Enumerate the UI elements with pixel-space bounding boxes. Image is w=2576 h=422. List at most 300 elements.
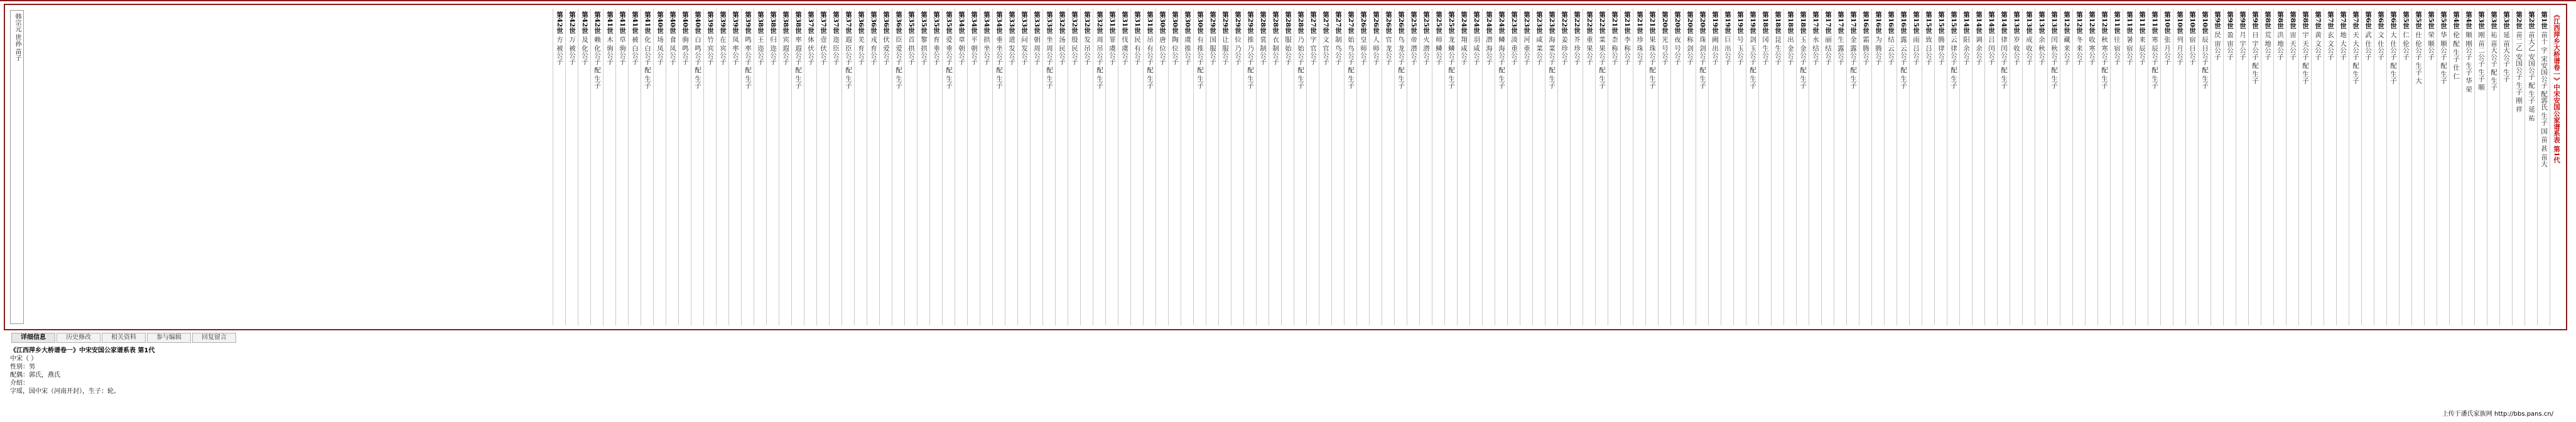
genealogy-entry[interactable]: [1080, 9, 1093, 325]
genealogy-entry[interactable]: [2236, 9, 2248, 325]
genealogy-entry[interactable]: [2248, 9, 2261, 325]
genealogy-entry[interactable]: [1068, 9, 1080, 325]
entry-generation: 第19世: [1749, 11, 1756, 36]
genealogy-entry[interactable]: [754, 9, 766, 325]
entry-text: 平 朝公子: [970, 36, 978, 65]
genealogy-entry[interactable]: [1959, 9, 1972, 325]
genealogy-entry[interactable]: [1419, 9, 1432, 325]
entry-generation: 第31世: [1108, 11, 1116, 36]
genealogy-entry[interactable]: [2035, 9, 2047, 325]
genealogy-entry[interactable]: [1306, 9, 1319, 325]
genealogy-entry[interactable]: [2512, 9, 2525, 325]
tab-edit[interactable]: 参与编辑: [147, 333, 191, 343]
genealogy-entry[interactable]: [1884, 9, 1897, 325]
genealogy-entry[interactable]: [1809, 9, 1821, 325]
entry-text: 皇 师公子: [1360, 36, 1367, 65]
genealogy-entry[interactable]: [703, 9, 716, 325]
genealogy-entry[interactable]: [1532, 9, 1545, 325]
genealogy-entry[interactable]: [1356, 9, 1369, 325]
genealogy-entry[interactable]: [929, 9, 942, 325]
genealogy-entry[interactable]: [1344, 9, 1356, 325]
genealogy-entry[interactable]: [1658, 9, 1670, 325]
entry-text: 伏 爱公子: [882, 36, 890, 65]
entry-generation: 第20世: [1686, 11, 1694, 36]
entry-generation: 第19世: [1724, 11, 1731, 36]
genealogy-entry[interactable]: [766, 9, 779, 325]
genealogy-entry[interactable]: [2361, 9, 2374, 325]
entry-generation: 第17世: [1812, 11, 1819, 36]
entry-text: 咸 菜公子: [1535, 36, 1543, 65]
genealogy-entry[interactable]: [1093, 9, 1105, 325]
entry-generation: 第35世: [907, 11, 915, 36]
genealogy-entry[interactable]: [1733, 9, 1746, 325]
genealogy-entry[interactable]: [1758, 9, 1771, 325]
entry-generation: 第14世: [1988, 11, 1995, 36]
genealogy-entry[interactable]: [2298, 9, 2311, 325]
entry-text: 食 凤公子: [669, 36, 676, 65]
entry-text: 问 发公子: [1020, 36, 1028, 65]
genealogy-entry[interactable]: [2349, 9, 2361, 325]
entry-generation: 第7世: [2352, 11, 2359, 31]
entry-generation: 第39世: [719, 11, 727, 36]
genealogy-entry[interactable]: [2499, 9, 2512, 325]
entry-text: 李 称公子: [1623, 36, 1631, 65]
genealogy-entry[interactable]: [1846, 9, 1859, 325]
genealogy-entry[interactable]: [1407, 9, 1419, 325]
entry-generation: 第1世: [2540, 11, 2548, 31]
genealogy-entry[interactable]: [2424, 9, 2437, 325]
entry-generation: 第22世: [1561, 11, 1568, 36]
entry-generation: 第17世: [1837, 11, 1844, 36]
genealogy-entry[interactable]: [666, 9, 678, 325]
entry-text: 巨 出公子: [1724, 36, 1731, 65]
entry-generation: 第32世: [1071, 11, 1078, 36]
genealogy-entry[interactable]: [1256, 9, 1269, 325]
genealogy-entry[interactable]: [1708, 9, 1721, 325]
entry-generation: 第22世: [1573, 11, 1581, 36]
entry-text: 暑 宿公子: [2126, 36, 2133, 65]
entry-generation: 第27世: [1322, 11, 1329, 36]
entry-generation: 第3世: [2477, 11, 2485, 31]
entry-text: 万 被公子: [568, 36, 576, 65]
entry-text: 文 官公子: [1322, 36, 1329, 65]
entry-text: 金 露公子 配 生子: [1849, 36, 1857, 89]
genealogy-entry[interactable]: [2085, 9, 2097, 325]
entry-generation: 第19世: [1711, 11, 1719, 36]
entry-generation: 第3世: [2503, 11, 2510, 31]
entry-generation: 第10世: [2189, 11, 2196, 36]
entry-generation: 第21世: [1611, 11, 1618, 36]
genealogy-entry[interactable]: [2148, 9, 2160, 325]
genealogy-entry[interactable]: [2449, 9, 2462, 325]
genealogy-entry[interactable]: [653, 9, 666, 325]
entry-generation: 第42世: [568, 11, 576, 36]
entry-text: 柰 称公子: [1611, 36, 1618, 65]
genealogy-entry[interactable]: [2311, 9, 2324, 325]
genealogy-entry[interactable]: [1331, 9, 1344, 325]
genealogy-entry[interactable]: [2336, 9, 2349, 325]
genealogy-entry[interactable]: [2211, 9, 2223, 325]
entry-text: 裳 制公子: [1259, 36, 1267, 65]
entry-generation: 第35世: [933, 11, 940, 36]
entry-generation: 第36世: [857, 11, 865, 36]
genealogy-entry[interactable]: [980, 9, 992, 325]
frame-header-column: [2550, 9, 2562, 325]
entry-generation: 第5世: [2402, 11, 2410, 31]
entry-text: 秋 寒公子 配 生子: [2101, 36, 2108, 89]
entry-generation: 第29世: [1234, 11, 1242, 36]
entry-generation: 第15世: [1925, 11, 1932, 36]
entry-text: 武 仕公子: [2364, 31, 2372, 60]
entry-text: 荒 地公子: [2264, 31, 2271, 60]
genealogy-entry[interactable]: [1369, 9, 1382, 325]
genealogy-entry[interactable]: [1796, 9, 1809, 325]
genealogy-entry[interactable]: [741, 9, 754, 325]
genealogy-entry[interactable]: [1168, 9, 1181, 325]
genealogy-entry[interactable]: [678, 9, 691, 325]
genealogy-entry[interactable]: [779, 9, 791, 325]
genealogy-entry[interactable]: [1821, 9, 1834, 325]
genealogy-entry[interactable]: [1382, 9, 1394, 325]
entry-generation: 第2世: [2528, 11, 2535, 31]
entry-text: 霜 腾公子: [1862, 36, 1870, 65]
entry-text: 苗十 字 宋安国公子 配郭氏 生子 国 苗 甚 苗大: [2540, 31, 2548, 167]
genealogy-entry[interactable]: [1972, 9, 1984, 325]
entry-generation: 第10世: [2163, 11, 2171, 36]
genealogy-entry[interactable]: [1670, 9, 1683, 325]
genealogy-entry[interactable]: [967, 9, 980, 325]
entry-generation: 第28世: [1297, 11, 1304, 36]
genealogy-entry[interactable]: [2273, 9, 2286, 325]
genealogy-entry[interactable]: [2487, 9, 2499, 325]
genealogy-entry[interactable]: [1105, 9, 1118, 325]
entry-generation: 第41世: [606, 11, 614, 36]
genealogy-entry[interactable]: [1520, 9, 1532, 325]
genealogy-entry[interactable]: [641, 9, 653, 325]
genealogy-entry[interactable]: [691, 9, 703, 325]
genealogy-entry[interactable]: [842, 9, 854, 325]
entry-text: 剑 玉公子 配 生子: [1749, 36, 1756, 89]
tab-details[interactable]: 详细信息: [11, 333, 55, 343]
genealogy-entry[interactable]: [1155, 9, 1168, 325]
entry-generation: 第9世: [2226, 11, 2234, 31]
genealogy-entry[interactable]: [804, 9, 816, 325]
entry-generation: 第40世: [669, 11, 676, 36]
genealogy-entry[interactable]: [2060, 9, 2072, 325]
genealogy-entry[interactable]: [1218, 9, 1231, 325]
genealogy-entry[interactable]: [1495, 9, 1507, 325]
entry-text: 国 服公子: [1209, 36, 1216, 65]
entry-generation: 第26世: [1385, 11, 1392, 36]
genealogy-entry[interactable]: [2324, 9, 2336, 325]
entry-text: 吕 闰公子: [1988, 36, 1995, 65]
entry-generation: 第26世: [1360, 11, 1367, 36]
genealogy-entry[interactable]: [1620, 9, 1633, 325]
tab-history[interactable]: 历史修改: [57, 333, 100, 343]
genealogy-entry[interactable]: [1319, 9, 1331, 325]
genealogy-entry[interactable]: [1005, 9, 1017, 325]
entry-text: 号 玉公子: [1736, 36, 1744, 65]
entry-text: 出 金公子: [1787, 36, 1794, 65]
genealogy-entry[interactable]: [615, 9, 628, 325]
entry-generation: 第41世: [631, 11, 639, 36]
genealogy-entry[interactable]: [1645, 9, 1658, 325]
entry-generation: 第24世: [1460, 11, 1468, 36]
entry-text: 玉 金公子 配 生子: [1799, 36, 1807, 89]
genealogy-entry[interactable]: [2286, 9, 2298, 325]
genealogy-entry[interactable]: [1608, 9, 1620, 325]
genealogy-entry[interactable]: [2160, 9, 2173, 325]
genealogy-entry[interactable]: [2437, 9, 2449, 325]
entry-generation: 第25世: [1422, 11, 1430, 36]
entry-generation: 第2世: [2515, 11, 2523, 31]
entry-generation: 第36世: [870, 11, 877, 36]
entry-text: 昆 生公子: [1774, 36, 1782, 65]
genealogy-entry[interactable]: [1444, 9, 1457, 325]
genealogy-entry[interactable]: [1482, 9, 1495, 325]
genealogy-entry[interactable]: [1118, 9, 1130, 325]
genealogy-entry[interactable]: [1595, 9, 1608, 325]
entry-text: 荣 顺公子: [2427, 31, 2435, 60]
entry-generation: 第4世: [2452, 11, 2460, 31]
entry-text: 珠 剑公子 配 生子: [1699, 36, 1706, 89]
genealogy-entry[interactable]: [1897, 9, 1909, 325]
genealogy-entry[interactable]: [1231, 9, 1243, 325]
genealogy-entry[interactable]: [1683, 9, 1696, 325]
entry-text: 吊 有公子 配 生子: [1146, 36, 1154, 89]
entry-generation: 第25世: [1448, 11, 1455, 36]
genealogy-entry[interactable]: [1469, 9, 1482, 325]
genealogy-entry[interactable]: [1771, 9, 1783, 325]
genealogy-entry[interactable]: [1859, 9, 1871, 325]
entry-generation: 第36世: [882, 11, 890, 36]
footer-source[interactable]: 上传于潘氏家族网 http://bbs.pans.cn/: [2442, 411, 2553, 418]
genealogy-entry[interactable]: [1934, 9, 1947, 325]
genealogy-entry[interactable]: [553, 9, 565, 325]
entry-text: 夜 号公子: [1674, 36, 1681, 65]
genealogy-entry[interactable]: [1206, 9, 1218, 325]
entry-generation: 第42世: [593, 11, 601, 36]
genealogy-entry[interactable]: [1871, 9, 1884, 325]
entry-text: 虞 推公子: [1184, 36, 1191, 65]
entry-text: 往 宿公子: [2113, 36, 2121, 65]
entry-generation: 第35世: [945, 11, 953, 36]
genealogy-entry[interactable]: [829, 9, 842, 325]
genealogy-entry[interactable]: [1783, 9, 1796, 325]
entry-text: 露 云公子 配 生子: [1900, 36, 1907, 89]
entry-generation: 第12世: [2101, 11, 2108, 36]
genealogy-entry[interactable]: [1922, 9, 1934, 325]
genealogy-entry[interactable]: [603, 9, 615, 325]
genealogy-entry[interactable]: [1055, 9, 1068, 325]
entry-generation: 第17世: [1824, 11, 1832, 36]
genealogy-entry[interactable]: [1394, 9, 1407, 325]
genealogy-entry[interactable]: [2198, 9, 2211, 325]
genealogy-entry[interactable]: [728, 9, 741, 325]
genealogy-entry[interactable]: [2110, 9, 2123, 325]
genealogy-entry[interactable]: [2097, 9, 2110, 325]
entry-generation: 第18世: [1762, 11, 1769, 36]
genealogy-entry[interactable]: [867, 9, 879, 325]
entry-generation: 第13世: [2013, 11, 2020, 36]
entry-text: 及 化公子: [581, 36, 588, 65]
entry-generation: 第8世: [2276, 11, 2284, 31]
genealogy-entry[interactable]: [854, 9, 867, 325]
genealogy-entry[interactable]: [2374, 9, 2386, 325]
genealogy-entry[interactable]: [2223, 9, 2236, 325]
entry-generation: 第42世: [581, 11, 588, 36]
entry-text: 成 收公子: [2025, 36, 2033, 65]
genealogy-entry[interactable]: [565, 9, 578, 325]
entry-generation: 第16世: [1862, 11, 1870, 36]
entry-generation: 第41世: [644, 11, 651, 36]
entry-text: 珍 珠公子: [1636, 36, 1643, 65]
genealogy-entry[interactable]: [2462, 9, 2474, 325]
genealogy-entry[interactable]: [590, 9, 603, 325]
entry-text: 位 乃公子: [1234, 36, 1242, 65]
genealogy-entry[interactable]: [879, 9, 892, 325]
genealogy-entry[interactable]: [892, 9, 904, 325]
record-info: [10, 347, 154, 396]
genealogy-entry[interactable]: [2537, 9, 2550, 325]
genealogy-entry[interactable]: [1721, 9, 1733, 325]
entry-text: 玄 文公子: [2327, 31, 2334, 60]
entry-generation: 第39世: [744, 11, 752, 36]
genealogy-entry[interactable]: [917, 9, 929, 325]
entry-text: 白 鸣公子 配 生子: [694, 36, 701, 89]
genealogy-entry[interactable]: [1557, 9, 1570, 325]
entry-text: 称 剑公子: [1686, 36, 1694, 65]
genealogy-entry[interactable]: [1909, 9, 1922, 325]
entry-generation: 第30世: [1196, 11, 1204, 36]
genealogy-entry[interactable]: [1997, 9, 2010, 325]
genealogy-entry[interactable]: [1984, 9, 1997, 325]
genealogy-entry[interactable]: [1281, 9, 1294, 325]
genealogy-entry[interactable]: [942, 9, 955, 325]
entry-generation: 第20世: [1661, 11, 1669, 36]
side-label: 苗子: [14, 48, 21, 62]
genealogy-entry[interactable]: [1193, 9, 1206, 325]
entry-generation: 第15世: [1950, 11, 1957, 36]
genealogy-entry[interactable]: [1947, 9, 1959, 325]
genealogy-entry[interactable]: [1030, 9, 1042, 325]
entry-text: 方 被公子: [556, 36, 563, 65]
entry-text: 大 仕公子 配 生子: [2389, 31, 2397, 84]
genealogy-entry[interactable]: [1243, 9, 1256, 325]
entry-generation: 第38世: [782, 11, 789, 36]
genealogy-entry[interactable]: [955, 9, 967, 325]
entry-text: 伦 配 生子 仕 仁: [2452, 31, 2460, 80]
genealogy-entry[interactable]: [1269, 9, 1281, 325]
entry-generation: 第30世: [1159, 11, 1166, 36]
genealogy-entry[interactable]: [1017, 9, 1030, 325]
entry-generation: 第15世: [1912, 11, 1920, 36]
genealogy-entry[interactable]: [2135, 9, 2148, 325]
entry-generation: 第5世: [2415, 11, 2422, 31]
genealogy-entry[interactable]: [1545, 9, 1557, 325]
genealogy-entry[interactable]: [2411, 9, 2424, 325]
genealogy-entry[interactable]: [1507, 9, 1520, 325]
genealogy-entry[interactable]: [992, 9, 1005, 325]
entry-text: 列 月公子: [2176, 36, 2184, 65]
entry-generation: 第3世: [2490, 11, 2498, 31]
genealogy-entry[interactable]: [1042, 9, 1055, 325]
genealogy-entry[interactable]: [2173, 9, 2185, 325]
entry-generation: 第18世: [1787, 11, 1794, 36]
entry-generation: 第29世: [1221, 11, 1229, 36]
genealogy-entry[interactable]: [1457, 9, 1469, 325]
entry-text: 鸣 率公子 配 生子: [744, 36, 752, 89]
entry-generation: 第10世: [2176, 11, 2184, 36]
entry-text: 河 重公子: [1523, 36, 1530, 65]
genealogy-entry[interactable]: [578, 9, 590, 325]
genealogy-entry[interactable]: [2185, 9, 2198, 325]
genealogy-entry[interactable]: [2399, 9, 2411, 325]
genealogy-entry[interactable]: [716, 9, 728, 325]
entry-text: 民 有公子: [1134, 36, 1141, 65]
genealogy-entry[interactable]: [1432, 9, 1444, 325]
entry-text: 昃 宙公子: [2214, 31, 2221, 60]
record-intro-label: 介绍：: [10, 380, 29, 387]
genealogy-entry[interactable]: [628, 9, 641, 325]
genealogy-entry[interactable]: [2386, 9, 2399, 325]
entry-text: 鳞 海公子 配 生子: [1498, 36, 1505, 89]
genealogy-entry[interactable]: [816, 9, 829, 325]
genealogy-entry[interactable]: [2022, 9, 2035, 325]
genealogy-entry[interactable]: [1181, 9, 1193, 325]
entry-text: 黎 拱公子: [920, 36, 928, 65]
genealogy-entry[interactable]: [1570, 9, 1583, 325]
entry-generation: 第37世: [832, 11, 840, 36]
genealogy-entry[interactable]: [2474, 9, 2487, 325]
entry-text: 芥 珍公子: [1573, 36, 1581, 65]
entry-generation: 第10世: [2201, 11, 2209, 36]
genealogy-entry[interactable]: [2010, 9, 2022, 325]
tab-comments[interactable]: 回复留言: [192, 333, 236, 343]
tab-related[interactable]: 相关资料: [102, 333, 146, 343]
genealogy-entry[interactable]: [791, 9, 804, 325]
genealogy-entry[interactable]: [2525, 9, 2537, 325]
entry-generation: 第11世: [2113, 11, 2121, 36]
genealogy-entry[interactable]: [2072, 9, 2085, 325]
genealogy-entry[interactable]: [2123, 9, 2135, 325]
genealogy-entry[interactable]: [1583, 9, 1595, 325]
entry-generation: 第23世: [1548, 11, 1556, 36]
entry-generation: 第17世: [1849, 11, 1857, 36]
genealogy-entry[interactable]: [1696, 9, 1708, 325]
entry-text: 寒 辰公子 配 生子: [2151, 36, 2158, 89]
entry-text: 罪 虞公子: [1108, 36, 1116, 65]
entry-text: 宙 天公子: [2289, 31, 2297, 60]
entry-generation: 第37世: [820, 11, 827, 36]
genealogy-entry[interactable]: [2261, 9, 2273, 325]
genealogy-entry[interactable]: [904, 9, 917, 325]
genealogy-entry[interactable]: [1834, 9, 1846, 325]
record-spouse: 配偶：郭氏，燕氏: [10, 372, 60, 379]
genealogy-entry[interactable]: [1633, 9, 1645, 325]
genealogy-entry[interactable]: [1294, 9, 1306, 325]
genealogy-entry[interactable]: [1746, 9, 1758, 325]
genealogy-entry[interactable]: [2047, 9, 2060, 325]
entry-text: 祐 苗大公子 配 生子: [2490, 31, 2498, 90]
entry-text: 闰 秋公子 配 生子: [2050, 36, 2058, 89]
genealogy-entry[interactable]: [1143, 9, 1155, 325]
entry-text: 苗二乙 安国公子 生子 刚 祥: [2515, 31, 2523, 112]
entry-text: 冈 生公子: [1762, 36, 1769, 65]
entry-generation: 第9世: [2251, 11, 2259, 31]
genealogy-entry[interactable]: [1130, 9, 1143, 325]
entry-text: 迩 臣公子: [832, 36, 840, 65]
